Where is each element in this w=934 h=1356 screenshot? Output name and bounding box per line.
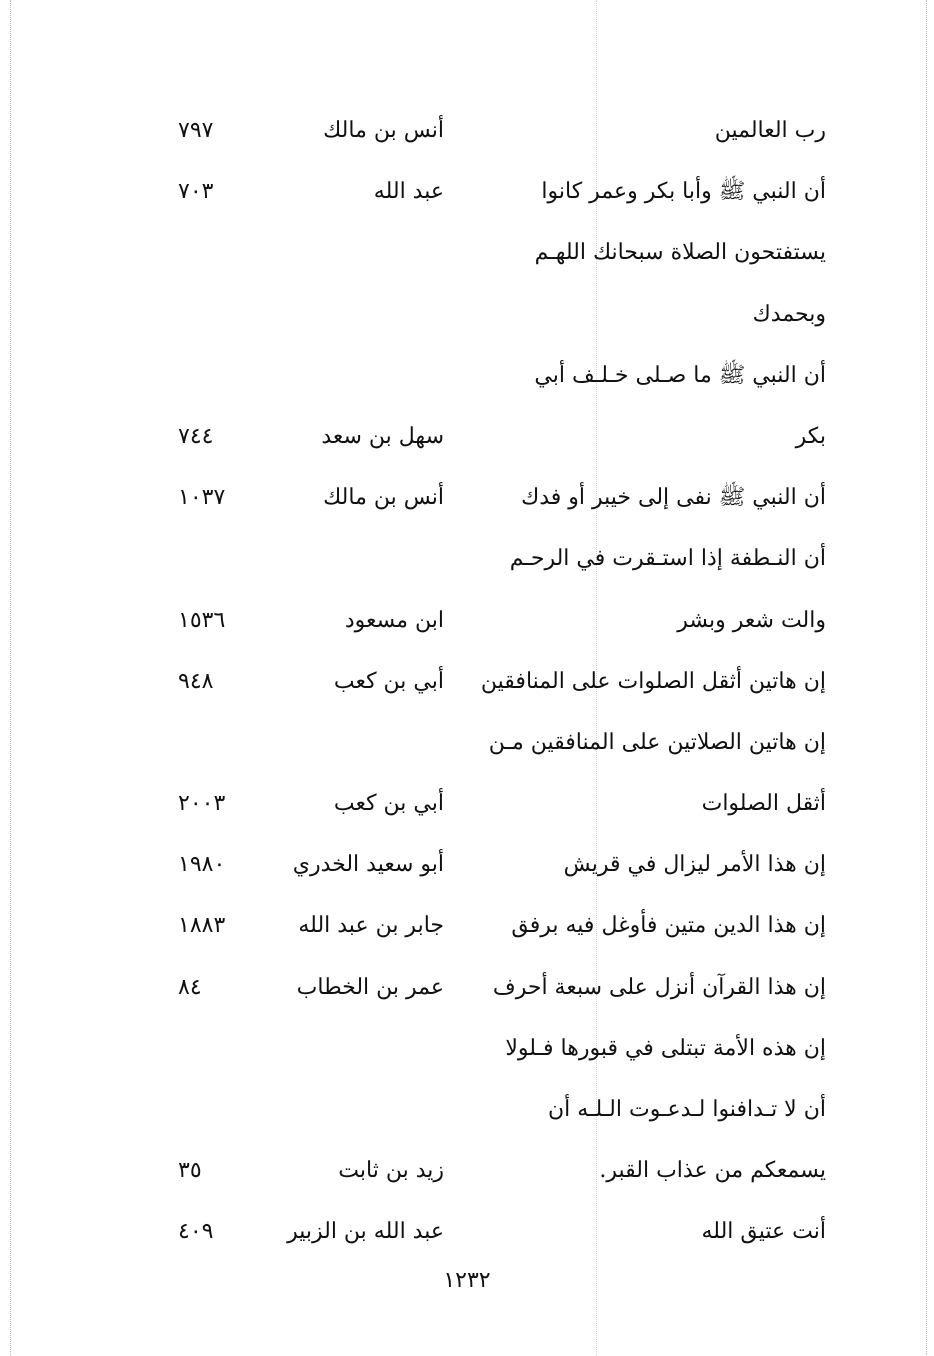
table-row <box>0 594 934 655</box>
hadith-number: ٨٤ <box>178 974 202 1000</box>
table-row <box>0 961 934 1022</box>
narrator-name: عبد الله بن الزبير <box>287 1219 444 1245</box>
hadith-text: إن هذه الأمة تبتلى في قبورها فـلولا <box>505 1035 826 1061</box>
table-row <box>0 288 934 349</box>
table-row <box>0 777 934 838</box>
narrator-name: زيد بن ثابت <box>338 1158 444 1184</box>
hadith-number: ٣٥ <box>178 1158 202 1184</box>
narrator-name: أنس بن مالك <box>323 485 444 511</box>
narrator-name: أبو سعيد الخدري <box>292 852 444 878</box>
table-row <box>0 899 934 960</box>
hadith-text: أن النبي ﷺ نفى إلى خيبر أو فدك <box>521 485 826 511</box>
narrator-name: سهل بن سعد <box>321 423 444 449</box>
hadith-number: ١٩٨٠ <box>178 852 226 878</box>
hadith-text: أثقل الصلوات <box>701 791 826 817</box>
narrator-name: أبي بن كعب <box>333 668 444 694</box>
page-number: ١٢٣٢ <box>443 1268 491 1293</box>
hadith-number: ١٨٨٣ <box>178 913 226 939</box>
hadith-number: ٢٠٠٣ <box>178 791 226 817</box>
table-row <box>0 655 934 716</box>
hadith-text: إن هذا الدين متين فأوغل فيه برفق <box>511 913 826 939</box>
hadith-text: يسمعكم من عذاب القبر. <box>599 1158 826 1184</box>
table-row <box>0 1022 934 1083</box>
hadith-number: ١٥٣٦ <box>178 607 226 633</box>
hadith-text: بكر <box>795 423 826 449</box>
narrator-name: عبد الله <box>373 179 444 205</box>
hadith-text: إن هذا القرآن أنزل على سبعة أحرف <box>492 974 826 1000</box>
narrator-name: ابن مسعود <box>344 607 444 633</box>
table-row <box>0 1083 934 1144</box>
table-row <box>0 165 934 226</box>
hadith-text: رب العالمين <box>714 118 826 143</box>
narrator-name: عمر بن الخطاب <box>296 974 444 1000</box>
table-row <box>0 716 934 777</box>
table-row <box>0 838 934 899</box>
hadith-text: وبحمدك <box>752 301 826 327</box>
hadith-number: ٧٤٤ <box>178 423 214 449</box>
hadith-number: ٧٠٣ <box>178 179 214 205</box>
hadith-text: أن النبي ﷺ ما صـلى خـلـف أبي <box>534 362 826 388</box>
hadith-text: أن لا تـدافنوا لـدعـوت الـلـه أن <box>547 1097 826 1122</box>
table-row <box>0 410 934 471</box>
table-row <box>0 349 934 410</box>
narrator-name: أبي بن كعب <box>333 791 444 817</box>
narrator-name: جابر بن عبد الله <box>298 913 444 939</box>
hadith-number: ١٠٣٧ <box>178 485 226 511</box>
hadith-number: ٧٩٧ <box>178 118 214 143</box>
table-row <box>0 532 934 593</box>
hadith-text: والت شعر وبشر <box>677 607 826 633</box>
table-row <box>0 226 934 287</box>
table-row <box>0 104 934 165</box>
table-row <box>0 1205 934 1266</box>
hadith-text: أن النـطفة إذا استـقرت في الرحـم <box>509 546 826 572</box>
hadith-index-table <box>0 104 934 1267</box>
table-row <box>0 471 934 532</box>
hadith-number: ٤٠٩ <box>178 1219 214 1245</box>
hadith-text: أن النبي ﷺ وأبا بكر وعمر كانوا <box>541 179 826 205</box>
narrator-name: أنس بن مالك <box>323 118 444 143</box>
hadith-text: إن هذا الأمر ليزال في قريش <box>563 852 826 878</box>
hadith-text: يستفتحون الصلاة سبحانك اللهـم <box>534 240 826 266</box>
hadith-text: إن هاتين أثقل الصلوات على المنافقين <box>480 668 826 694</box>
hadith-text: أنت عتيق الله <box>701 1219 826 1245</box>
hadith-number: ٩٤٨ <box>178 668 214 694</box>
table-row <box>0 1144 934 1205</box>
hadith-text: إن هاتين الصلاتين على المنافقين مـن <box>488 729 826 755</box>
